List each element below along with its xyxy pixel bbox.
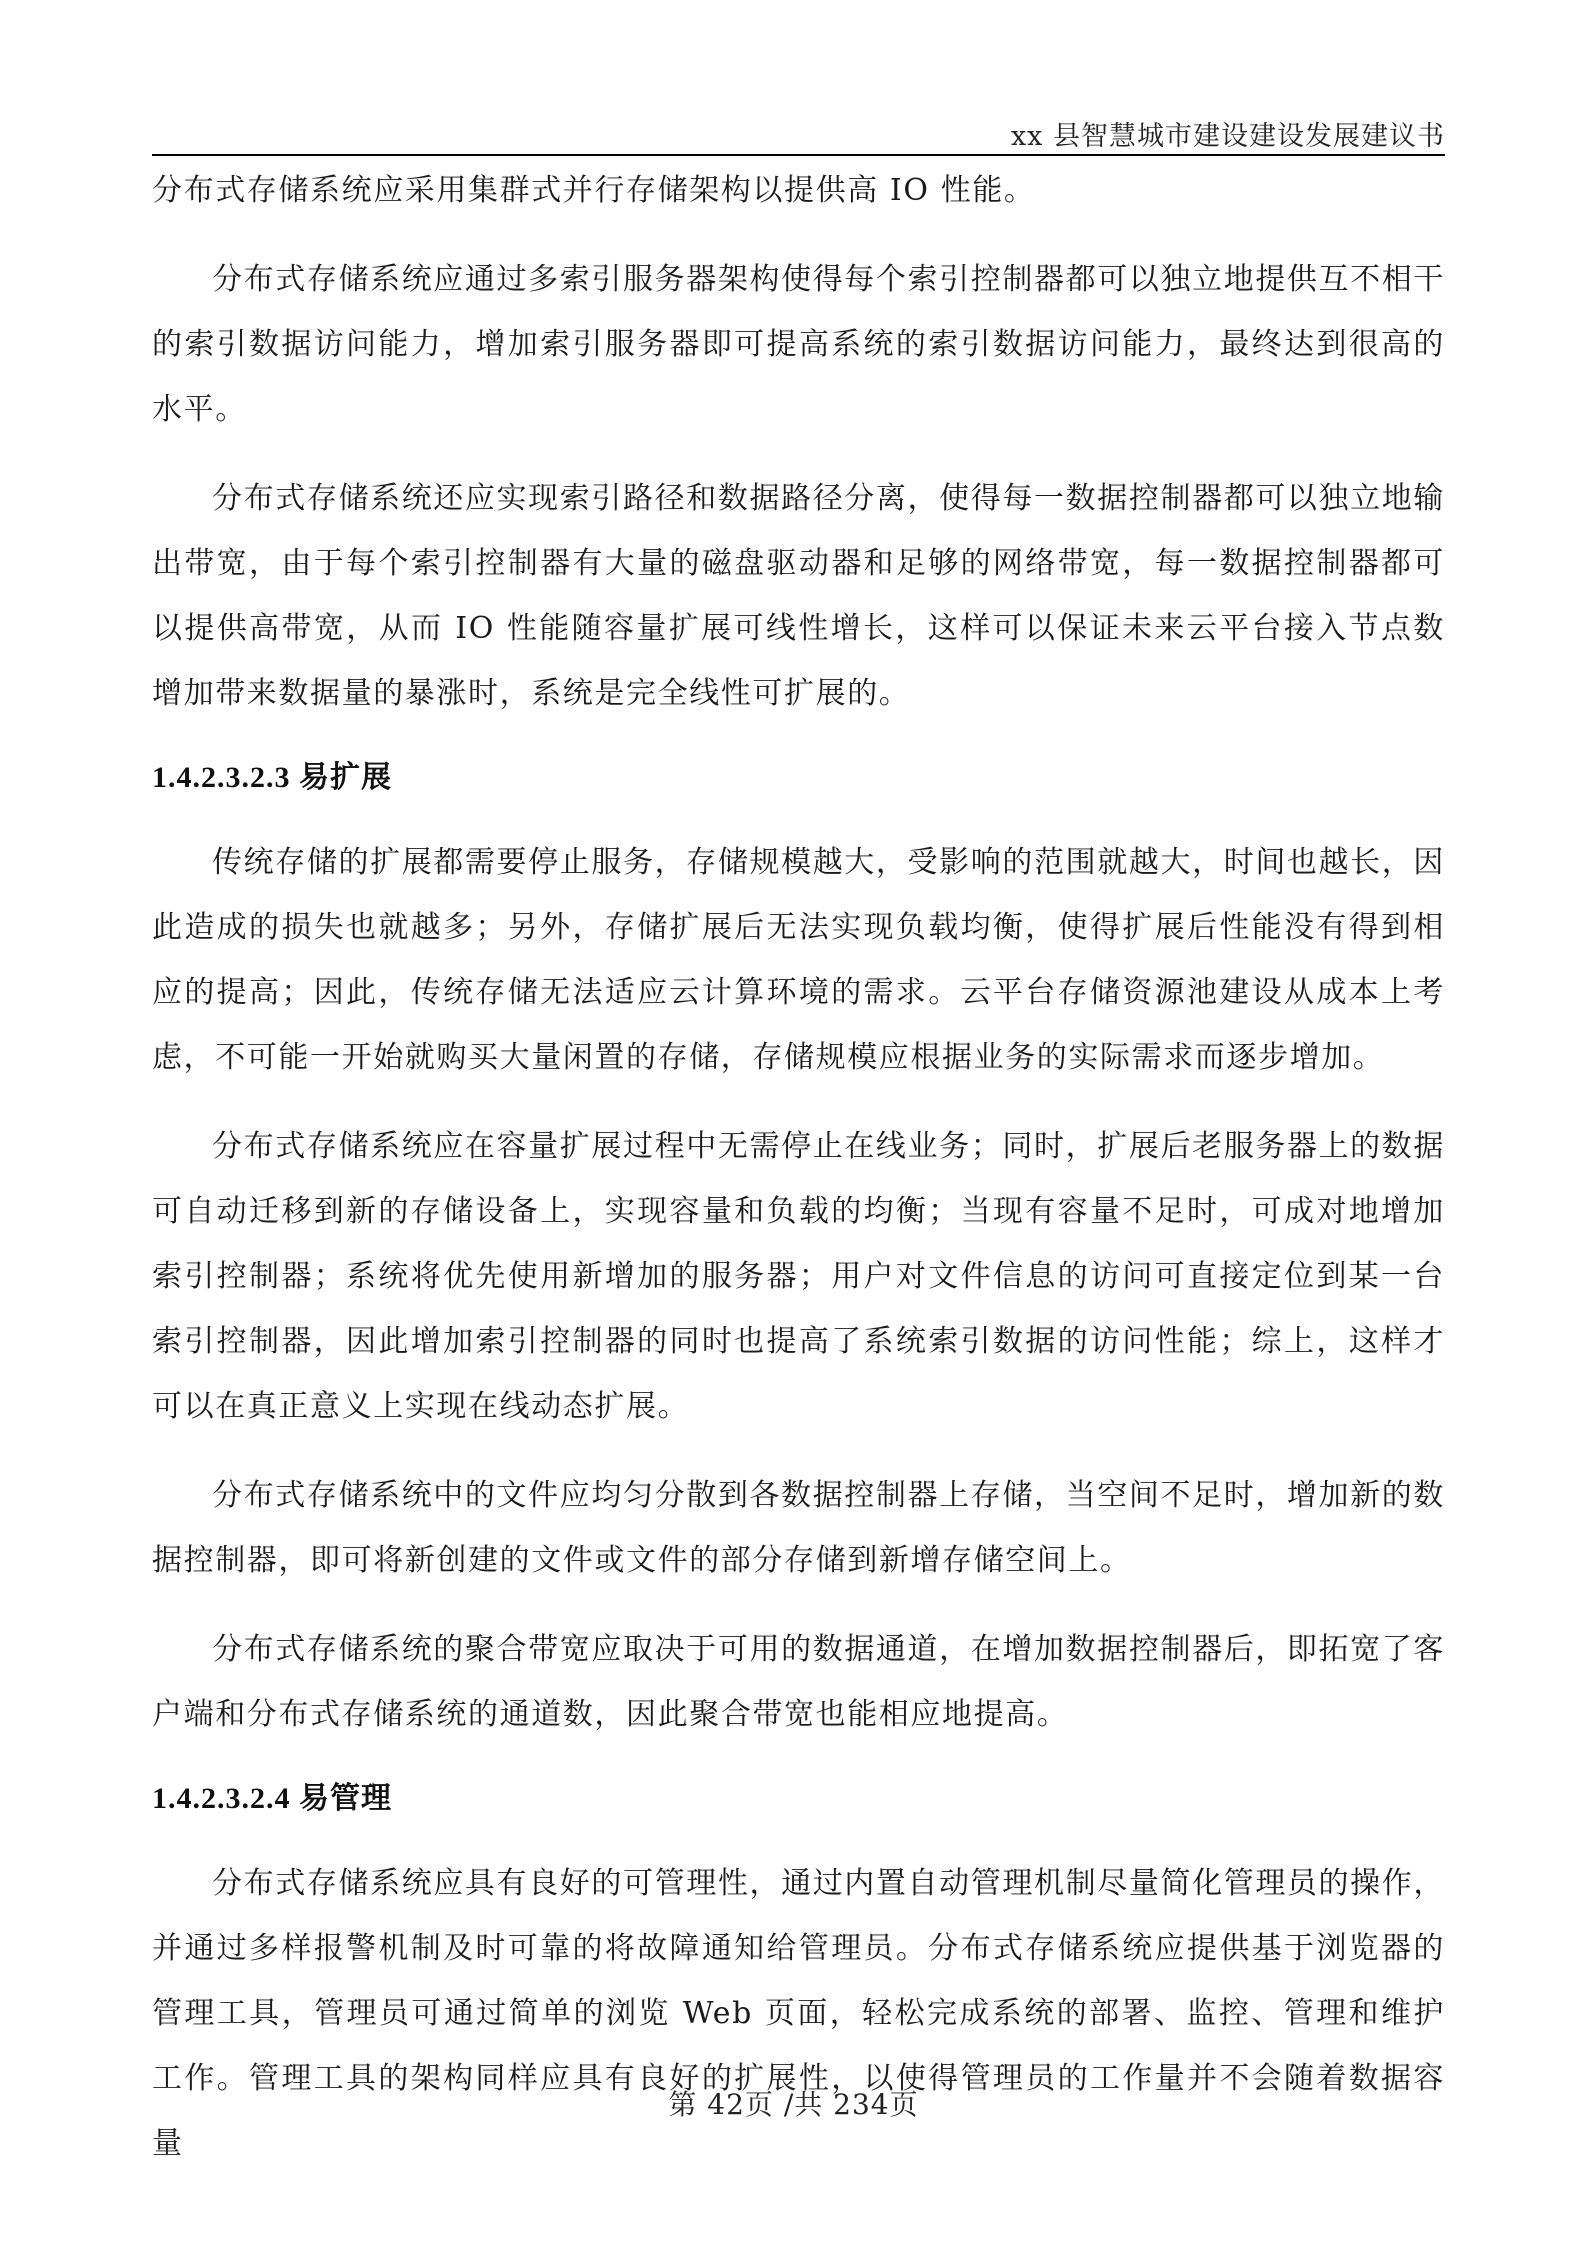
page-number: 第 42页 /共 234页: [668, 2088, 919, 2121]
page-header: [152, 108, 1445, 156]
paragraph-manageability: 分布式存储系统应具有良好的可管理性，通过内置自动管理机制尽量简化管理员的操作，并通过多样报警机制及时可靠的将故障通知给管理员。分布式存储系统应提供基于浏览器的管理工具，管理员可通过简单的浏览 Web 页面，轻松完成系统的部署、监控、管理和维护工作。管理工具的架构同样应具有良好的扩展性，以使得管理员的工作量并不会随着数据容量: [152, 1866, 1445, 2161]
paragraph-online-expansion: 分布式存储系统应在容量扩展过程中无需停止在线业务；同时，扩展后老服务器上的数据可自动迁移到新的存储设备上，实现容量和负载的均衡；当现有容量不足时，可成对地增加索引控制器；系统将优先使用新增加的服务器；用户对文件信息的访问可直接定位到某一台索引控制器，因此增加索引控制器的同时也提高了系统索引数据的访问性能；综上，这样才可以在真正意义上实现在线动态扩展。: [152, 1129, 1445, 1424]
document-title: xx 县智慧城市建设建设发展建议书: [1010, 121, 1445, 152]
paragraph-index-servers: 分布式存储系统应通过多索引服务器架构使得每个索引控制器都可以独立地提供互不相干的索引数据访问能力，增加索引服务器即可提高系统的索引数据访问能力，最终达到很高的水平。: [152, 262, 1445, 427]
section-heading-easy-management: 1.4.2.3.2.4 易管理: [152, 1782, 392, 1815]
paragraph-aggregate-bandwidth: 分布式存储系统的聚合带宽应取决于可用的数据通道，在增加数据控制器后，即拓宽了客户端和分布式存储系统的通道数，因此聚合带宽也能相应地提高。: [152, 1632, 1445, 1732]
paragraph-path-separation: 分布式存储系统还应实现索引路径和数据路径分离，使得每一数据控制器都可以独立地输出带宽，由于每个索引控制器有大量的磁盘驱动器和足够的网络带宽，每一数据控制器都可以提供高带宽，从而 IO 性能随容量扩展可线性增长，这样可以保证未来云平台接入节点数增加带来数据量的暴涨时，系统是完全线性可扩展的。: [152, 481, 1445, 711]
paragraph-file-distribution: 分布式存储系统中的文件应均匀分散到各数据控制器上存储，当空间不足时，增加新的数据控制器，即可将新创建的文件或文件的部分存储到新增存储空间上。: [152, 1478, 1445, 1578]
paragraph-io-performance: 分布式存储系统应采用集群式并行存储架构以提供高 IO 性能。: [152, 173, 1036, 208]
section-heading-easy-expansion: 1.4.2.3.2.3 易扩展: [152, 761, 392, 794]
document-body: [152, 158, 1445, 2176]
paragraph-traditional-storage: 传统存储的扩展都需要停止服务，存储规模越大，受影响的范围就越大，时间也越长，因此造成的损失也就越多；另外，存储扩展后无法实现负载均衡，使得扩展后性能没有得到相应的提高；因此，传统存储无法适应云计算环境的需求。云平台存储资源池建设从成本上考虑，不可能一开始就购买大量闲置的存储，存储规模应根据业务的实际需求而逐步增加。: [152, 845, 1445, 1075]
